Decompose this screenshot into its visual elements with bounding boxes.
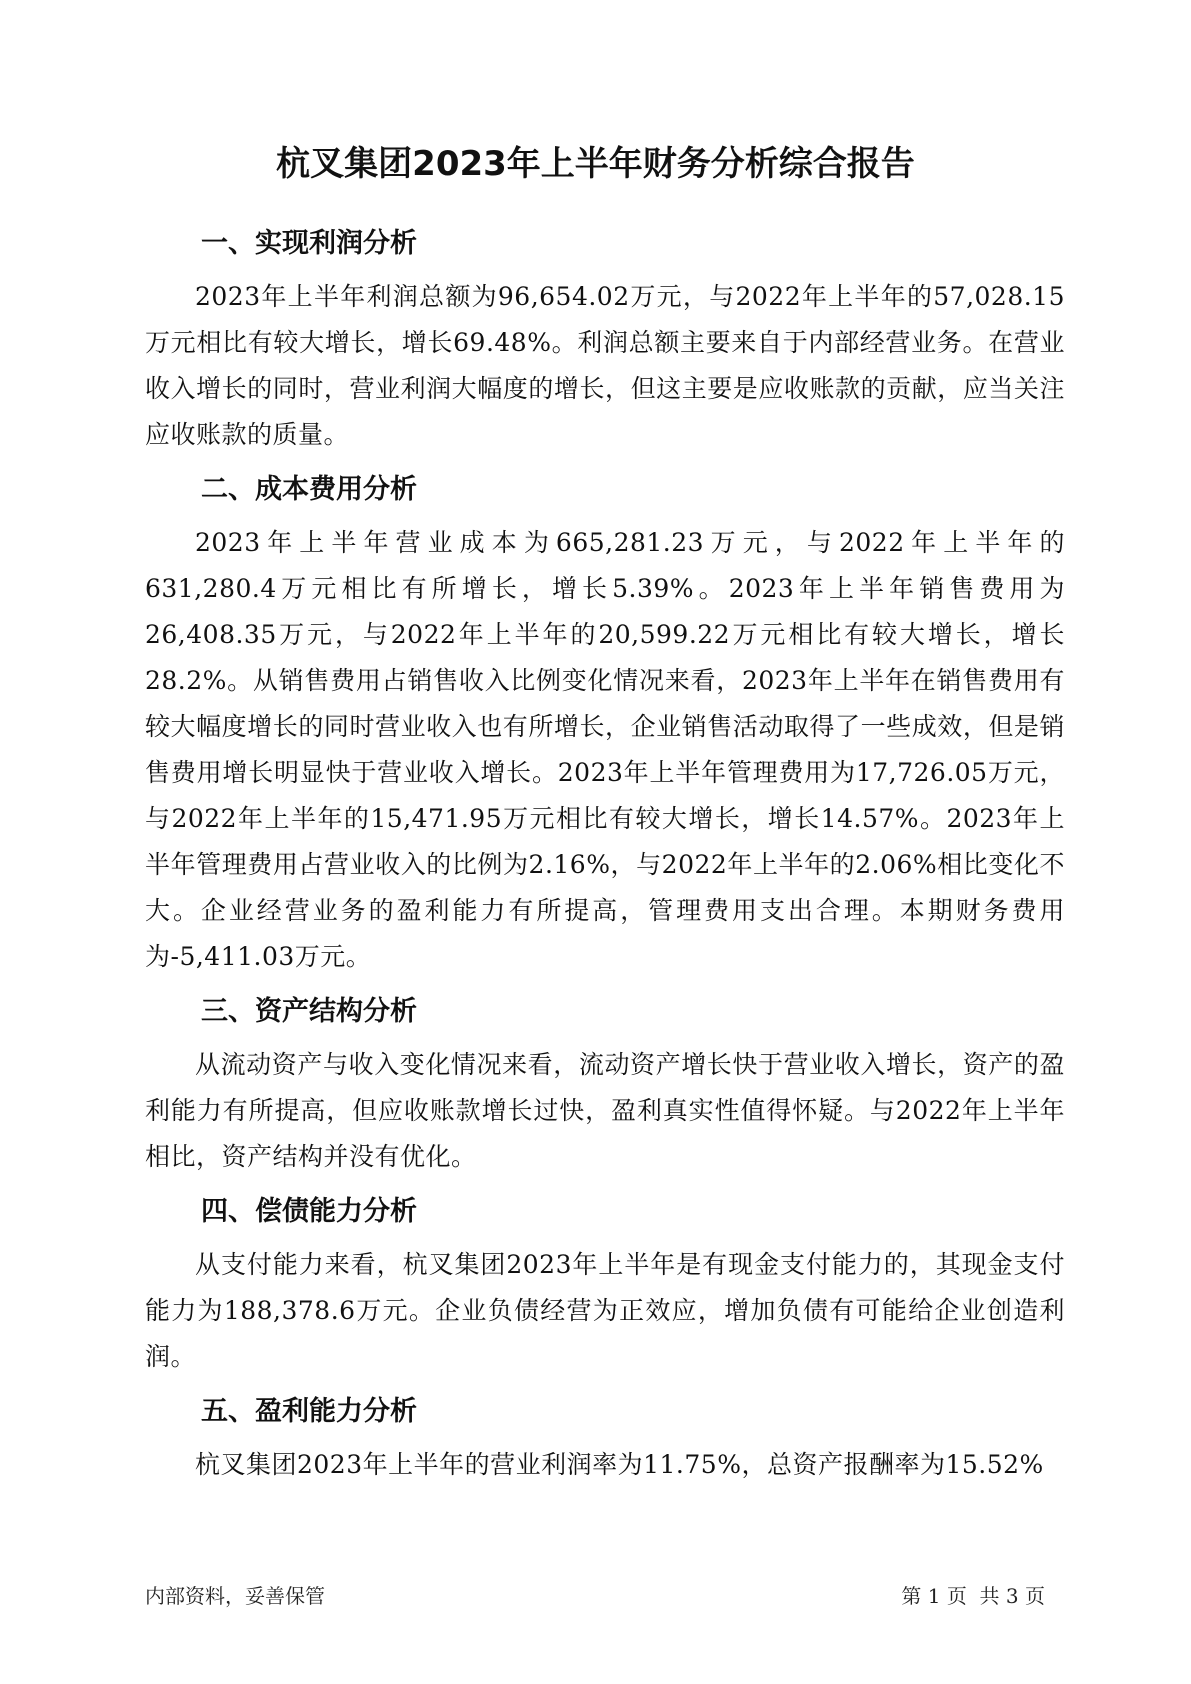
document-body	[145, 224, 1065, 1500]
section-heading: 四、偿债能力分析	[201, 1196, 417, 1227]
section-heading: 五、盈利能力分析	[201, 1396, 417, 1427]
section-paragraph: 2023年上半年利润总额为96,654.02万元，与2022年上半年的57,028.15万元相比有较大增长，增长69.48%。利润总额主要来自于内部经营业务。在营业收入增长的同时，营业利润大幅度的增长，但这主要是应收账款的贡献，应当关注应收账款的质量。	[145, 282, 1065, 449]
section-paragraph: 杭叉集团2023年上半年的营业利润率为11.75%，总资产报酬率为15.52%	[195, 1450, 1044, 1479]
section-paragraph: 从支付能力来看，杭叉集团2023年上半年是有现金支付能力的，其现金支付能力为188,378.6万元。企业负债经营为正效应，增加负债有可能给企业创造利润。	[145, 1250, 1065, 1371]
confidential-notice: 内部资料，妥善保管	[145, 1584, 325, 1608]
document-title: 杭叉集团2023年上半年财务分析综合报告	[276, 144, 915, 184]
section-heading: 一、实现利润分析	[201, 228, 417, 259]
section-heading: 二、成本费用分析	[201, 474, 417, 505]
page-number: 第 1 页 共 3 页	[901, 1584, 1045, 1608]
section-profitability	[145, 1392, 1065, 1488]
section-solvency	[145, 1192, 1065, 1380]
section-assets	[145, 992, 1065, 1180]
section-paragraph: 从流动资产与收入变化情况来看，流动资产增长快于营业收入增长，资产的盈利能力有所提高，但应收账款增长过快，盈利真实性值得怀疑。与2022年上半年相比，资产结构并没有优化。	[145, 1050, 1065, 1171]
section-profit	[145, 224, 1065, 458]
section-heading: 三、资产结构分析	[201, 996, 417, 1027]
section-cost	[145, 470, 1065, 980]
section-paragraph: 2023年上半年营业成本为665,281.23万元，与2022年上半年的631,280.4万元相比有所增长，增长5.39%。2023年上半年销售费用为26,408.35万元，与2022年上半年的20,599.22万元相比有较大增长，增长28.2%。从销售费用占销售收入比例变化情况来看，2023年上半年在销售费用有较大幅度增长的同时营业收入也有所增长，企业销售活动取得了一些成效，但是销售费用增长明显快于营业收入增长。2023年上半年管理费用为17,726.05万元，与2022年上半年的15,471.95万元相比有较大增长，增长14.57%。2023年上半年管理费用占营业收入的比例为2.16%，与2022年上半年的2.06%相比变化不大。企业经营业务的盈利能力有所提高，管理费用支出合理。本期财务费用为-5,411.03万元。	[145, 528, 1065, 971]
